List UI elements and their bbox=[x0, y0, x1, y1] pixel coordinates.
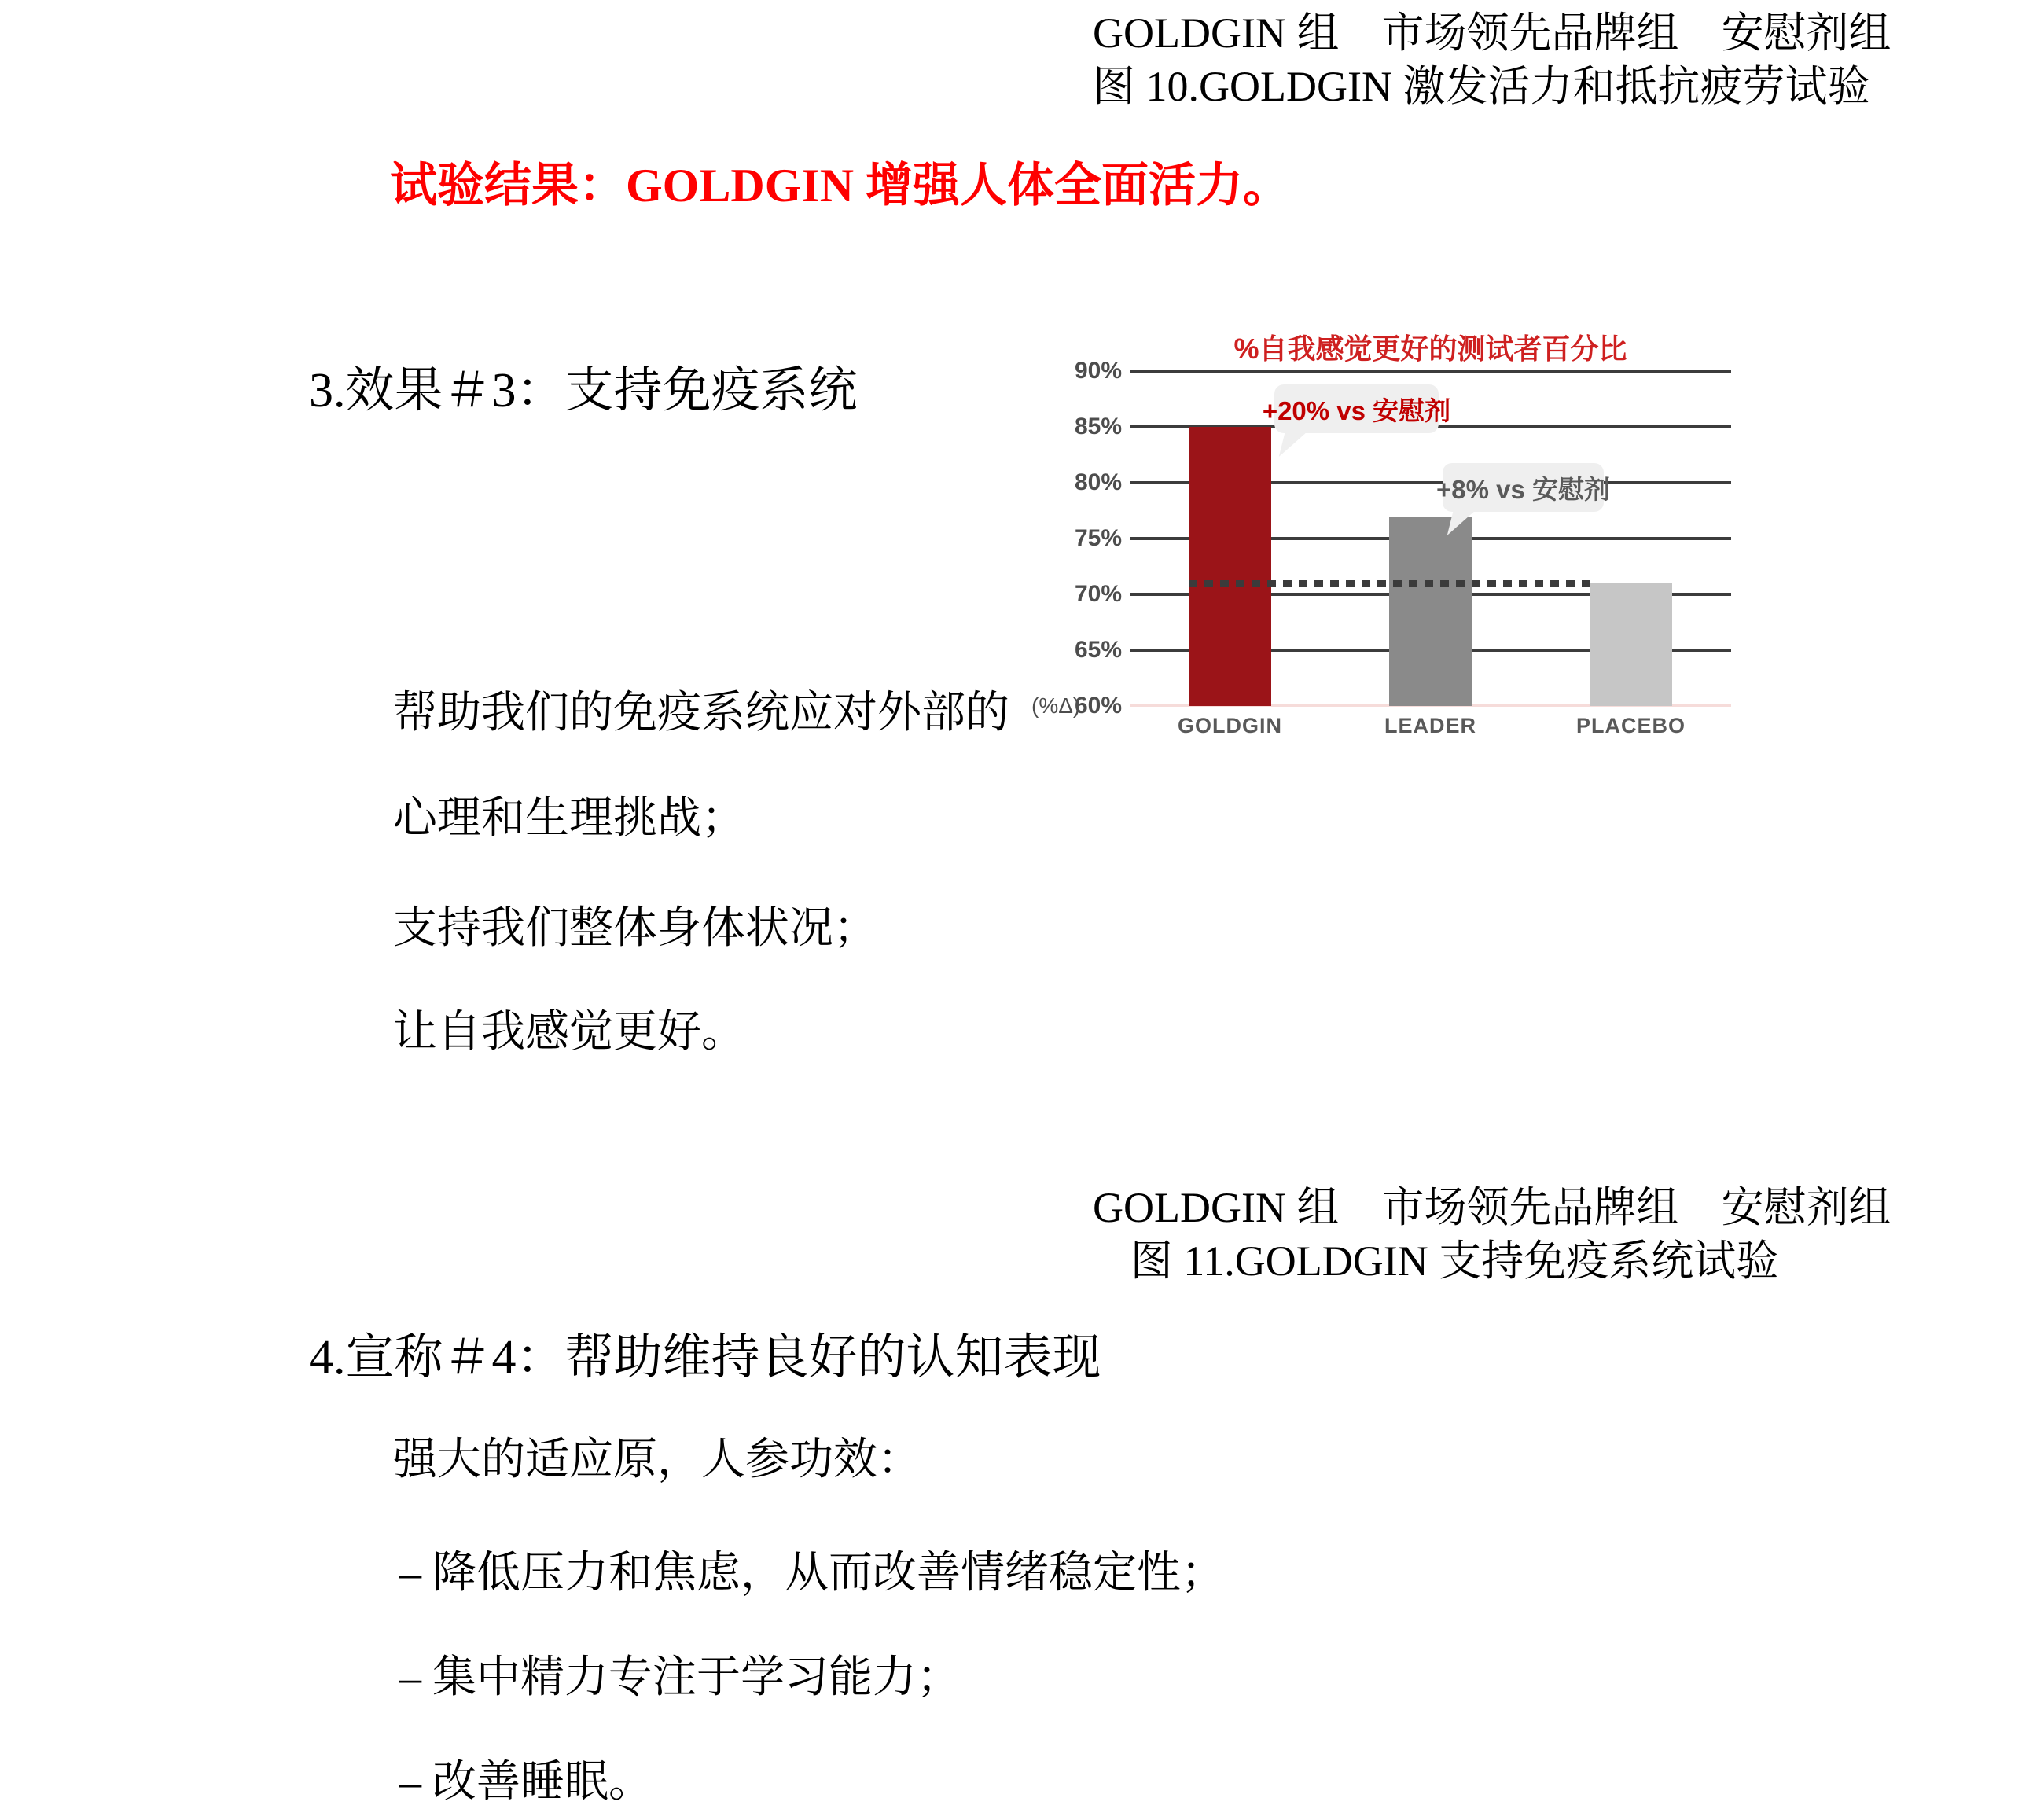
section3-body-line: 心理和生理挑战； bbox=[393, 794, 745, 843]
section4-bullet: – 改善睡眠。 bbox=[399, 1758, 653, 1807]
x-tick-label: GOLDGIN bbox=[1178, 714, 1282, 737]
y-axis-unit-label: (%Δ) bbox=[1031, 693, 1081, 718]
figure10-caption-groups: GOLDGIN 组 市场领先品牌组 安慰剂组 bbox=[1093, 9, 1891, 57]
bar-placebo bbox=[1590, 583, 1672, 706]
section3-body-line: 支持我们整体身体状况； bbox=[393, 904, 877, 953]
annotation-bubble-goldgin bbox=[1262, 384, 1451, 433]
figure11-caption-title: 图 11.GOLDGIN 支持免疫系统试验 bbox=[1130, 1237, 1779, 1285]
y-tick-label: 65% bbox=[1074, 637, 1122, 663]
figure10-caption-title: 图 10.GOLDGIN 激发活力和抵抗疲劳试验 bbox=[1093, 63, 1870, 110]
trial-result-text: 试验结果：GOLDGIN 增强人体全面活力。 bbox=[390, 160, 1291, 211]
section3-body-line: 帮助我们的免疫系统应对外部的 bbox=[393, 689, 1009, 737]
chart-title: %自我感觉更好的测试者百分比 bbox=[1233, 333, 1627, 365]
x-tick-label: LEADER bbox=[1384, 714, 1476, 737]
bar-chart bbox=[1030, 322, 1887, 825]
section4-bullet: – 降低压力和焦虑，从而改善情绪稳定性； bbox=[399, 1549, 1225, 1598]
section4-bullet: – 集中精力专注于学习能力； bbox=[399, 1653, 961, 1702]
y-tick-label: 70% bbox=[1074, 581, 1122, 607]
reference-dotted-line bbox=[1189, 580, 1590, 587]
y-tick-label: 85% bbox=[1074, 414, 1122, 439]
figure11-caption-groups: GOLDGIN 组 市场领先品牌组 安慰剂组 bbox=[1093, 1184, 1891, 1231]
y-tick-label: 90% bbox=[1074, 358, 1122, 384]
section3-heading: 3.效果＃3：支持免疫系统 bbox=[309, 364, 858, 417]
x-tick-label: PLACEBO bbox=[1575, 714, 1686, 737]
annotation-bubble-leader bbox=[1436, 463, 1611, 512]
annotation-text: +20% vs 安慰剂 bbox=[1262, 395, 1451, 425]
section4-intro: 强大的适应原，人参功效： bbox=[393, 1436, 921, 1484]
bar-leader bbox=[1389, 517, 1472, 706]
section3-body-line: 让自我感觉更好。 bbox=[393, 1008, 745, 1057]
y-tick-label: 80% bbox=[1074, 469, 1122, 495]
figure10-caption bbox=[1093, 6, 1891, 113]
section4-heading: 4.宣称＃4：帮助维持良好的认知表现 bbox=[309, 1331, 1101, 1384]
bar-goldgin bbox=[1189, 427, 1271, 706]
figure11-caption bbox=[1093, 1181, 1891, 1288]
y-tick-label: 60% bbox=[1074, 693, 1122, 719]
y-tick-label: 75% bbox=[1074, 525, 1122, 551]
annotation-text: +8% vs 安慰剂 bbox=[1436, 474, 1611, 504]
grid-line bbox=[1130, 370, 1731, 373]
